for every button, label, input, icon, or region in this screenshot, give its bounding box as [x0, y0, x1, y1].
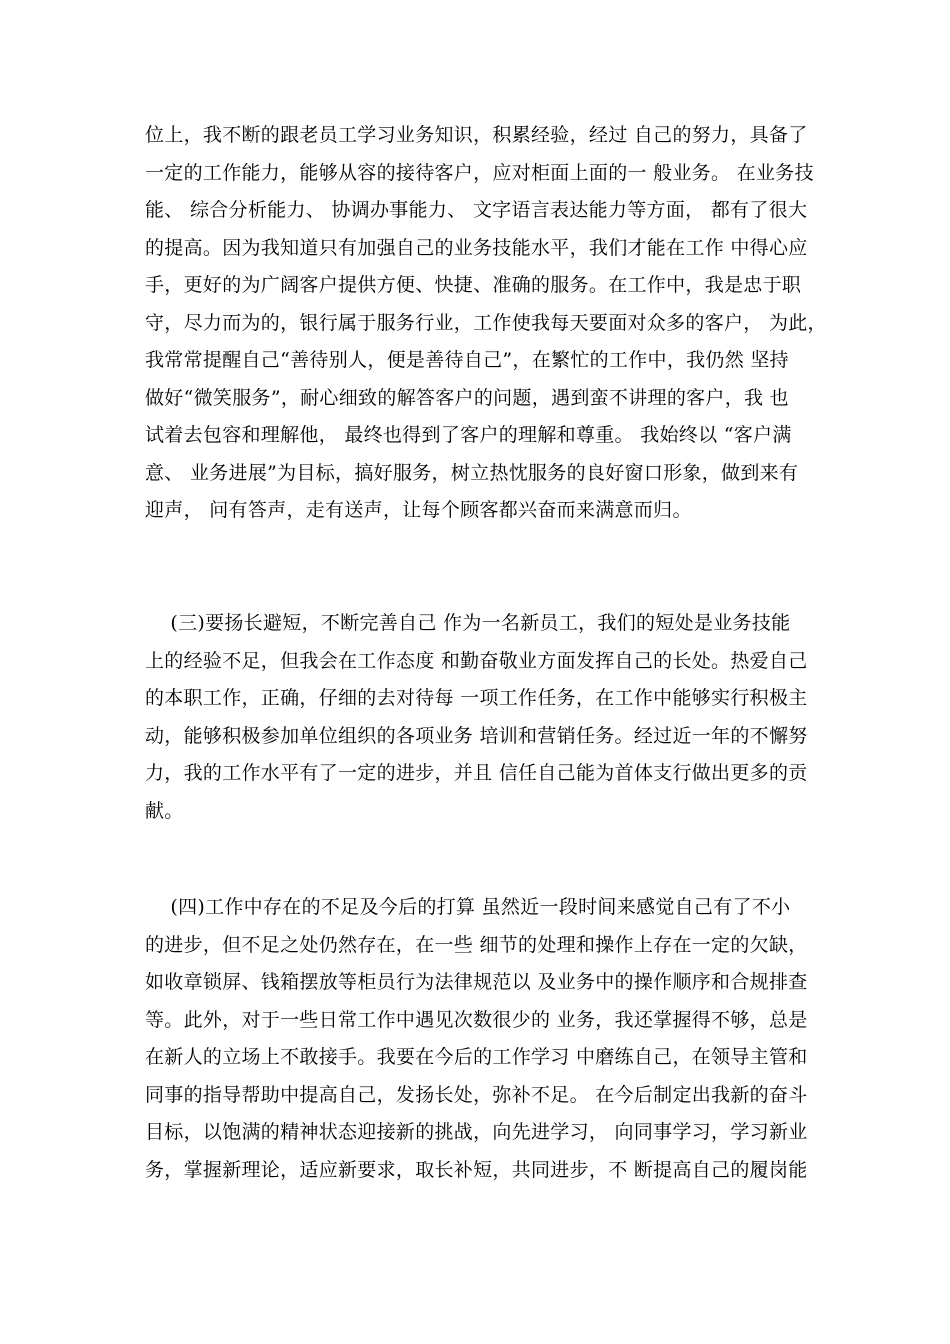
paragraph-section-three [145, 605, 808, 830]
text-line: 的本职工作，正确，仔细的去对待每 一项工作任务，在工作中能够实行积极主 [145, 687, 808, 709]
text-line: 迎声， 问有答声，走有送声，让每个顾客都兴奋而来满意而归。 [145, 499, 692, 521]
text-line: 力，我的工作水平有了一定的进步，并且 信任自己能为首体支行做出更多的贡 [145, 762, 808, 784]
text-line: 能、 综合分析能力、 协调办事能力、 文字语言表达能力等方面， 都有了很大 [145, 199, 808, 221]
text-line: 在新人的立场上不敢接手。我要在今后的工作学习 中磨练自己，在领导主管和 [145, 1046, 808, 1068]
text-line: 我常常提醒自己“善待别人，便是善待自己”，在繁忙的工作中，我仍然 坚持 [145, 349, 789, 371]
text-line: 如收章锁屏、钱箱摆放等柜员行为法律规范以 及业务中的操作顺序和合规排查 [145, 971, 808, 993]
text-line: 意、 业务进展”为目标，搞好服务，树立热忱服务的良好窗口形象，做到来有 [145, 461, 799, 484]
text-line: 做好“微笑服务”，耐心细致的解答客户的问题，遇到蛮不讲理的客户，我 也 [145, 386, 789, 409]
text-line: 目标，以饱满的精神状态迎接新的挑战，向先进学习， 向同事学习，学习新业 [145, 1121, 808, 1143]
text-line: 一定的工作能力，能够从容的接待客户，应对柜面上面的一 般业务。 在业务技 [145, 161, 814, 184]
text-line: (三)要扬长避短，不断完善自己 作为一名新员工，我们的短处是业务技能 [145, 612, 791, 634]
text-line: 手，更好的为广阔客户提供方便、快捷、准确的服务。在工作中，我是忠于职 [145, 274, 802, 296]
text-line: 的提高。因为我知道只有加强自己的业务技能水平，我们才能在工作 中得心应 [145, 236, 808, 259]
text-line: 的进步，但不足之处仍然存在，在一些 细节的处理和操作上存在一定的欠缺， [145, 933, 808, 956]
paragraph-section-four [145, 889, 808, 1189]
text-line: (四)工作中存在的不足及今后的打算 虽然近一段时间来感觉自己有了不小 [145, 896, 791, 918]
text-line: 献。 [145, 799, 184, 822]
text-line: 动，能够积极参加单位组织的各项业务 培训和营销任务。经过近一年的不懈努 [145, 724, 808, 747]
text-line: 守，尽力而为的，银行属于服务行业，工作使我每天要面对众多的客户， 为此， [145, 311, 827, 334]
text-line: 试着去包容和理解他， 最终也得到了客户的理解和尊重。 我始终以 “客户满 [145, 424, 792, 446]
text-line: 位上，我不断的跟老员工学习业务知识，积累经验，经过 自己的努力，具备了 [145, 124, 808, 146]
text-line: 务，掌握新理论，适应新要求，取长补短，共同进步，不 断提高自己的履岗能 [145, 1158, 808, 1181]
text-line: 等。此外，对于一些日常工作中遇见次数很少的 业务，我还掌握得不够，总是 [145, 1008, 808, 1031]
text-line: 同事的指导帮助中提高自己，发扬长处，弥补不足。 在今后制定出我新的奋斗 [145, 1083, 808, 1106]
text-line: 上的经验不足，但我会在工作态度 和勤奋敬业方面发挥自己的长处。热爱自己 [145, 649, 808, 672]
paragraph-service-experience [145, 117, 827, 530]
